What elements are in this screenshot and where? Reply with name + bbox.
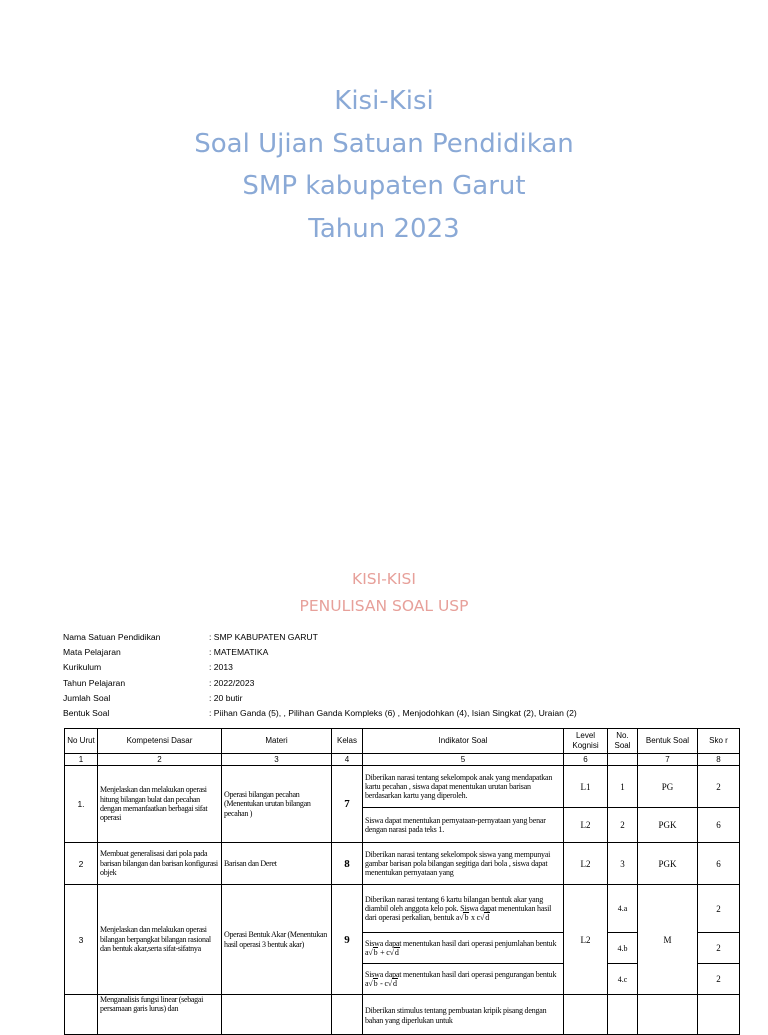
table-row — [65, 885, 740, 933]
meta-label: Tahun Pelajaran — [63, 677, 126, 688]
section-heading — [0, 566, 768, 620]
table-header-row — [65, 729, 740, 754]
indikator-soal: Diberikan stimulus tentang pembuatan kripik pisang dengan bahan yang diperlukan untuk — [363, 995, 564, 1035]
level-kognisi: L2 — [564, 885, 608, 995]
indikator-text: Siswa dapat menentukan hasil dari operasi penjumlahan bentuk a — [365, 938, 557, 957]
meta-label: Jumlah Soal — [63, 692, 111, 703]
skor: 6 — [698, 808, 740, 843]
bentuk-soal: M — [638, 885, 698, 995]
indikator-soal: Diberikan narasi tentang sekelompok siswa yang mempunyai gambar barisan pola bilangan segitiga dari bola , siswa dapat menentukan pernyataan yang — [363, 843, 564, 885]
meta-row — [63, 660, 577, 675]
kelas: 9 — [332, 885, 363, 995]
meta-value: : Piihan Ganda (5), , Pilihan Ganda Kompleks (6) , Menjodohkan (4), Isian Singkat (2), Uraian (2) — [209, 708, 577, 719]
materi: Operasi Bentuk Akar (Menentukan hasil operasi 3 bentuk akar) — [222, 885, 332, 995]
row-number: 1. — [65, 766, 98, 843]
no-soal: 3 — [608, 843, 638, 885]
meta-label: Nama Satuan Pendidikan — [63, 632, 161, 642]
skor — [698, 995, 740, 1035]
table-row — [65, 766, 740, 808]
bentuk-soal: PG — [638, 766, 698, 808]
meta-value: : MATEMATIKA — [209, 647, 269, 658]
header-no-soal: No. Soal — [608, 729, 638, 754]
row-number: 3 — [65, 885, 98, 995]
meta-value: : 2022/2023 — [209, 677, 255, 688]
kelas: 7 — [332, 766, 363, 843]
meta-value: : 20 butir — [209, 692, 243, 703]
meta-label: Mata Pelajaran — [63, 647, 121, 658]
level-kognisi: L1 — [564, 766, 608, 808]
skor: 2 — [698, 933, 740, 964]
header-no-urut: No Urut — [65, 729, 98, 754]
identity-info — [63, 630, 577, 721]
indikator-soal: Siswa dapat menentukan pernyataan-pernyataan yang benar dengan narasi pada teks 1. — [363, 808, 564, 843]
skor: 2 — [698, 766, 740, 808]
kompetensi-dasar: Membuat generalisasi dari pola pada barisan bilangan dan barisan konfigurasi objek — [98, 843, 222, 885]
column-number: 5 — [363, 754, 564, 766]
column-number-row — [65, 754, 740, 766]
kompetensi-dasar: Menjelaskan dan melakukan operasi hitung bilangan bulat dan pecahan dengan memanfaatkan berbagai sifat operasi — [98, 766, 222, 843]
header-kompetensi-dasar: Kompetensi Dasar — [98, 729, 222, 754]
level-kognisi — [564, 995, 608, 1035]
skor: 2 — [698, 885, 740, 933]
table-row — [65, 995, 740, 1035]
no-soal: 1 — [608, 766, 638, 808]
column-number: 1 — [65, 754, 98, 766]
section-heading-line1: KISI-KISI — [352, 570, 416, 588]
indikator-text: Siswa dapat menentukan hasil dari operasi pengurangan bentuk a — [365, 969, 557, 988]
indikator-soal: Diberikan narasi tentang sekelompok anak yang mendapatkan kartu pecahan , siswa dapat menentukan urutan barisan berdasarkan kartu yang diperoleh. — [363, 766, 564, 808]
section-heading-line2: PENULISAN SOAL USP — [299, 597, 469, 615]
header-kelas: Kelas — [332, 729, 363, 754]
meta-row — [63, 645, 577, 660]
bentuk-soal: PGK — [638, 808, 698, 843]
level-kognisi: L2 — [564, 808, 608, 843]
skor: 2 — [698, 964, 740, 995]
meta-row — [63, 691, 577, 706]
materi — [222, 995, 332, 1035]
indikator-text: Diberikan narasi tentang 6 kartu bilangan bentuk akar yang diambil oleh anggota kelo pok. Siswa dapat menentukan hasil dari operasi perkalian, bentuk a — [365, 894, 552, 923]
meta-label: Bentuk Soal — [63, 708, 110, 719]
header-bentuk-soal: Bentuk Soal — [638, 729, 698, 754]
indikator-soal: Diberikan narasi tentang 6 kartu bilangan bentuk akar yang diambil oleh anggota kelo pok. Siswa dapat menentukan hasil dari operasi perkalian, bentuk a√b x c√d — [363, 885, 564, 933]
table-row — [65, 843, 740, 885]
materi: Operasi bilangan pecahan (Menentukan urutan bilangan pecahan ) — [222, 766, 332, 843]
cover-title-line4: Tahun 2023 — [308, 213, 460, 244]
no-soal: 4.a — [608, 885, 638, 933]
indikator-soal: Siswa dapat menentukan hasil dari operasi pengurangan bentuk a√b - c√d — [363, 964, 564, 995]
kompetensi-dasar: Menganalisis fungsi linear (sebagai persamaan garis lurus) dan — [98, 995, 222, 1035]
kelas — [332, 995, 363, 1035]
row-number: 2 — [65, 843, 98, 885]
kompetensi-dasar: Menjelaskan dan melakukan operasi bilangan berpangkat bilangan rasional dan bentuk akar,serta sifat-sifatnya — [98, 885, 222, 995]
level-kognisi: L2 — [564, 843, 608, 885]
meta-label: Kurikulum — [63, 662, 102, 673]
bentuk-soal: PGK — [638, 843, 698, 885]
column-number — [608, 754, 638, 766]
column-number: 6 — [564, 754, 608, 766]
meta-row — [63, 706, 577, 721]
header-skor: Sko r — [698, 729, 740, 754]
meta-row — [63, 630, 577, 645]
no-soal: 2 — [608, 808, 638, 843]
column-number: 3 — [222, 754, 332, 766]
indikator-soal: Siswa dapat menentukan hasil dari operasi penjumlahan bentuk a√b + c√d — [363, 933, 564, 964]
column-number: 8 — [698, 754, 740, 766]
cover-title — [0, 80, 768, 250]
no-soal — [608, 995, 638, 1035]
no-soal: 4.c — [608, 964, 638, 995]
header-level-kognisi: Level Kognisi — [564, 729, 608, 754]
skor: 6 — [698, 843, 740, 885]
meta-value: : SMP KABUPATEN GARUT — [209, 632, 318, 642]
meta-value: : 2013 — [209, 662, 233, 673]
header-materi: Materi — [222, 729, 332, 754]
no-soal: 4.b — [608, 933, 638, 964]
cover-title-line1: Kisi-Kisi — [334, 86, 434, 116]
meta-row — [63, 676, 577, 691]
kisi-kisi-table — [64, 728, 740, 1035]
column-number: 4 — [332, 754, 363, 766]
cover-title-line3: SMP kabupaten Garut — [242, 171, 526, 201]
materi: Barisan dan Deret — [222, 843, 332, 885]
kelas: 8 — [332, 843, 363, 885]
column-number: 7 — [638, 754, 698, 766]
header-indikator-soal: Indikator Soal — [363, 729, 564, 754]
column-number: 2 — [98, 754, 222, 766]
bentuk-soal — [638, 995, 698, 1035]
cover-title-line2: Soal Ujian Satuan Pendidikan — [194, 128, 574, 159]
row-number — [65, 995, 98, 1035]
